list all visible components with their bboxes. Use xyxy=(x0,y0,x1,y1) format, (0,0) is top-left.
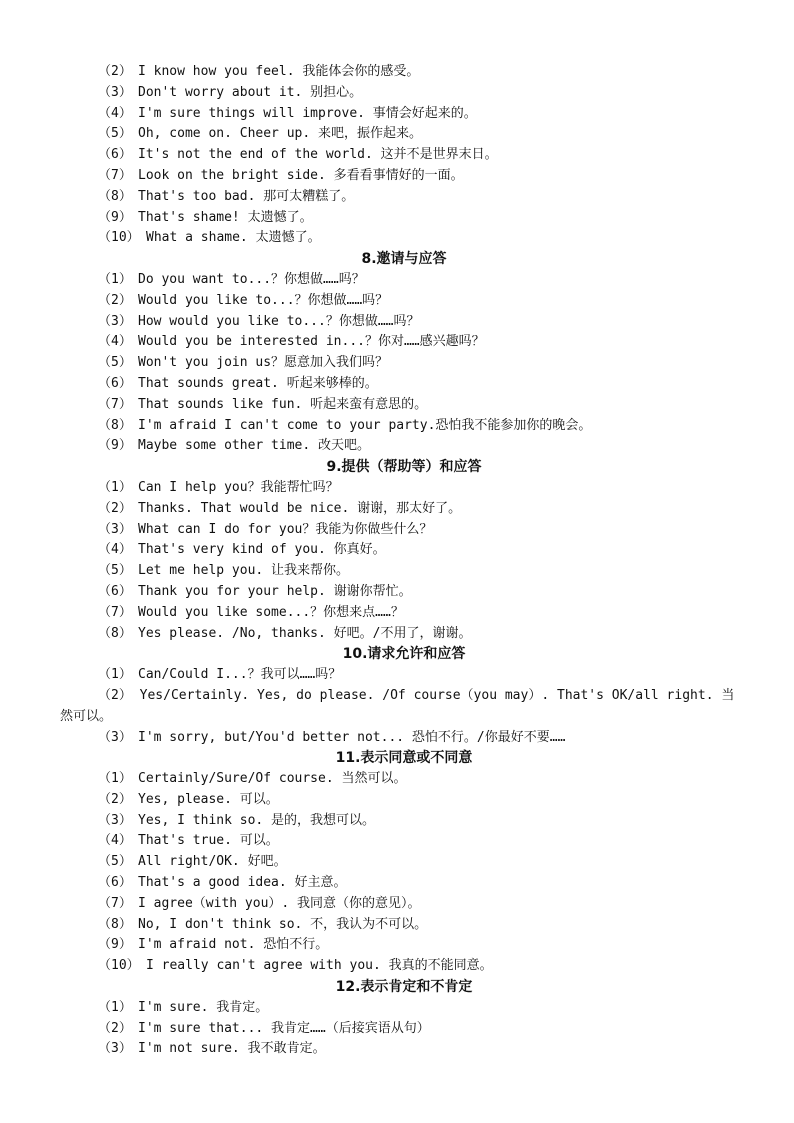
item-number: （3） xyxy=(98,521,132,537)
item-number: （9） xyxy=(98,438,132,454)
item-text: What can I do for you？我能为你做些什么？ xyxy=(138,521,433,537)
item-text: I'm afraid I can't come to your party.恐怕我不能参加你的晚会。 xyxy=(138,417,592,433)
document-page xyxy=(0,62,794,1060)
item-text: That sounds like fun. 听起来蛮有意思的。 xyxy=(138,396,428,412)
list-item xyxy=(0,956,794,977)
item-text: I'm not sure. 我不敢肯定。 xyxy=(138,1041,326,1057)
item-text: What a shame. 太遗憾了。 xyxy=(146,230,321,246)
list-item xyxy=(0,208,794,229)
item-text: Yes, I think so. 是的，我想可以。 xyxy=(138,812,376,828)
item-text: Don't worry about it. 别担心。 xyxy=(138,84,363,100)
item-number: （3） xyxy=(98,313,132,329)
item-number: （5） xyxy=(98,563,132,579)
list-item xyxy=(0,124,794,145)
item-text: Would you like to...？你想做……吗？ xyxy=(138,292,389,308)
item-number: （2） xyxy=(98,64,132,79)
item-number: （7） xyxy=(98,167,132,183)
item-number: （5） xyxy=(98,126,132,142)
list-item xyxy=(0,104,794,125)
item-text: Would you be interested in...？你对……感兴趣吗？ xyxy=(138,334,485,350)
item-number: （8） xyxy=(98,188,132,204)
item-number: （8） xyxy=(98,417,132,433)
item-text: That's shame! 太遗憾了。 xyxy=(138,209,313,225)
item-text: No, I don't think so. 不，我认为不可以。 xyxy=(138,916,428,932)
item-text: That's very kind of you. 你真好。 xyxy=(138,542,386,558)
item-number: （4） xyxy=(98,833,132,849)
section-heading: 9.提供（帮助等）和应答 xyxy=(326,459,482,476)
item-number: （4） xyxy=(98,105,132,121)
item-number: （6） xyxy=(98,375,132,391)
list-item xyxy=(0,332,794,353)
item-text: I'm sure. 我肯定。 xyxy=(138,999,269,1015)
item-number: （1） xyxy=(98,271,132,287)
item-number: （1） xyxy=(98,771,132,787)
item-text: Maybe some other time. 改天吧。 xyxy=(138,438,371,454)
item-text: How would you like to...？你想做……吗？ xyxy=(138,313,420,329)
item-text: Won't you join us？愿意加入我们吗？ xyxy=(138,355,389,371)
list-item xyxy=(0,624,794,645)
list-item xyxy=(0,520,794,541)
item-number: （8） xyxy=(98,625,132,641)
item-text: That sounds great. 听起来够棒的。 xyxy=(138,375,378,391)
list-item xyxy=(0,894,794,915)
item-text: Thanks. That would be nice. 谢谢，那太好了。 xyxy=(138,500,462,516)
item-number: （7） xyxy=(98,604,132,620)
list-item xyxy=(0,728,794,749)
item-number: （3） xyxy=(98,812,132,828)
item-number: （9） xyxy=(98,209,132,225)
list-item xyxy=(0,83,794,104)
item-number: （6） xyxy=(98,147,132,163)
section-heading: 8.邀请与应答 xyxy=(361,251,447,268)
list-item xyxy=(0,416,794,437)
item-text: Do you want to...？你想做……吗？ xyxy=(138,271,365,287)
list-item xyxy=(0,769,794,790)
list-item xyxy=(0,478,794,499)
section-heading: 11.表示同意或不同意 xyxy=(335,750,473,767)
list-item xyxy=(0,998,794,1019)
list-item xyxy=(0,665,794,686)
item-text: I'm sure that... 我肯定……（后接宾语从句） xyxy=(138,1020,430,1036)
list-item: （2） Yes/Certainly. Yes, do please. /Of course（you may）. That's OK/all right. 当然可以。 xyxy=(60,687,735,724)
list-item xyxy=(0,228,794,249)
list-item xyxy=(0,582,794,603)
list-item xyxy=(0,62,794,83)
list-item xyxy=(0,187,794,208)
item-number: （8） xyxy=(98,916,132,932)
list-item xyxy=(0,915,794,936)
item-number: （1） xyxy=(98,667,132,683)
list-item xyxy=(0,145,794,166)
item-text: That's true. 可以。 xyxy=(138,833,279,849)
item-text: Certainly/Sure/Of course. 当然可以。 xyxy=(138,771,407,787)
item-number: （10） xyxy=(98,230,140,246)
section-heading: 12.表示肯定和不肯定 xyxy=(335,979,473,996)
list-item xyxy=(0,291,794,312)
list-item xyxy=(0,166,794,187)
item-number: （6） xyxy=(98,583,132,599)
item-number: （3） xyxy=(98,729,132,745)
item-text: Yes please. /No, thanks. 好吧。/不用了，谢谢。 xyxy=(138,625,472,641)
item-number: （2） xyxy=(98,292,132,308)
list-item xyxy=(0,603,794,624)
item-text: I'm sorry, but/You'd better not... 恐怕不行。/你最好不要…… xyxy=(138,729,566,745)
item-number: （2） xyxy=(98,1020,132,1036)
item-text: Oh, come on. Cheer up. 来吧，振作起来。 xyxy=(138,126,423,142)
item-text: Yes, please. 可以。 xyxy=(138,791,279,807)
item-text: Can I help you？我能帮忙吗？ xyxy=(138,479,339,495)
list-item xyxy=(0,499,794,520)
item-text: That's too bad. 那可太糟糕了。 xyxy=(138,188,355,204)
item-text: It's not the end of the world. 这并不是世界末日。 xyxy=(138,147,498,163)
item-number: （1） xyxy=(98,999,132,1015)
item-number: （6） xyxy=(98,875,132,891)
item-number: （2） xyxy=(98,500,132,516)
list-item xyxy=(0,1039,794,1060)
item-text: Can/Could I...？我可以……吗？ xyxy=(138,667,342,683)
item-text: Look on the bright side. 多看看事情好的一面。 xyxy=(138,167,464,183)
section-heading: 10.请求允许和应答 xyxy=(342,646,466,663)
list-item xyxy=(0,935,794,956)
list-item xyxy=(0,374,794,395)
item-text: That's a good idea. 好主意。 xyxy=(138,875,347,891)
item-number: （1） xyxy=(98,479,132,495)
item-number: （9） xyxy=(98,937,132,953)
list-item xyxy=(0,811,794,832)
item-number: （4） xyxy=(98,542,132,558)
list-item xyxy=(0,873,794,894)
list-item xyxy=(0,852,794,873)
item-text: I know how you feel. 我能体会你的感受。 xyxy=(138,64,420,79)
list-item xyxy=(0,270,794,291)
list-item xyxy=(0,561,794,582)
list-item xyxy=(0,395,794,416)
item-text: Thank you for your help. 谢谢你帮忙。 xyxy=(138,583,412,599)
list-item xyxy=(0,540,794,561)
item-text: Let me help you. 让我来帮你。 xyxy=(138,563,350,579)
list-item xyxy=(0,353,794,374)
list-item xyxy=(0,831,794,852)
item-number: （10） xyxy=(98,958,140,974)
item-text: I'm afraid not. 恐怕不行。 xyxy=(138,937,329,953)
item-number: （5） xyxy=(98,854,132,870)
item-text: All right/OK. 好吧。 xyxy=(138,854,287,870)
item-number: （4） xyxy=(98,334,132,350)
item-number: （7） xyxy=(98,895,132,911)
list-item xyxy=(0,436,794,457)
item-number: （5） xyxy=(98,355,132,371)
item-number: （3） xyxy=(98,1041,132,1057)
list-item xyxy=(0,1019,794,1040)
item-number: （7） xyxy=(98,396,132,412)
item-text: I agree（with you）. 我同意（你的意见）。 xyxy=(138,895,421,911)
list-item xyxy=(0,312,794,333)
item-text: I really can't agree with you. 我真的不能同意。 xyxy=(146,958,493,974)
item-number: （2） xyxy=(98,791,132,807)
item-text: I'm sure things will improve. 事情会好起来的。 xyxy=(138,105,477,121)
item-text: Would you like some...？你想来点……？ xyxy=(138,604,404,620)
list-item xyxy=(0,790,794,811)
item-number: （3） xyxy=(98,84,132,100)
